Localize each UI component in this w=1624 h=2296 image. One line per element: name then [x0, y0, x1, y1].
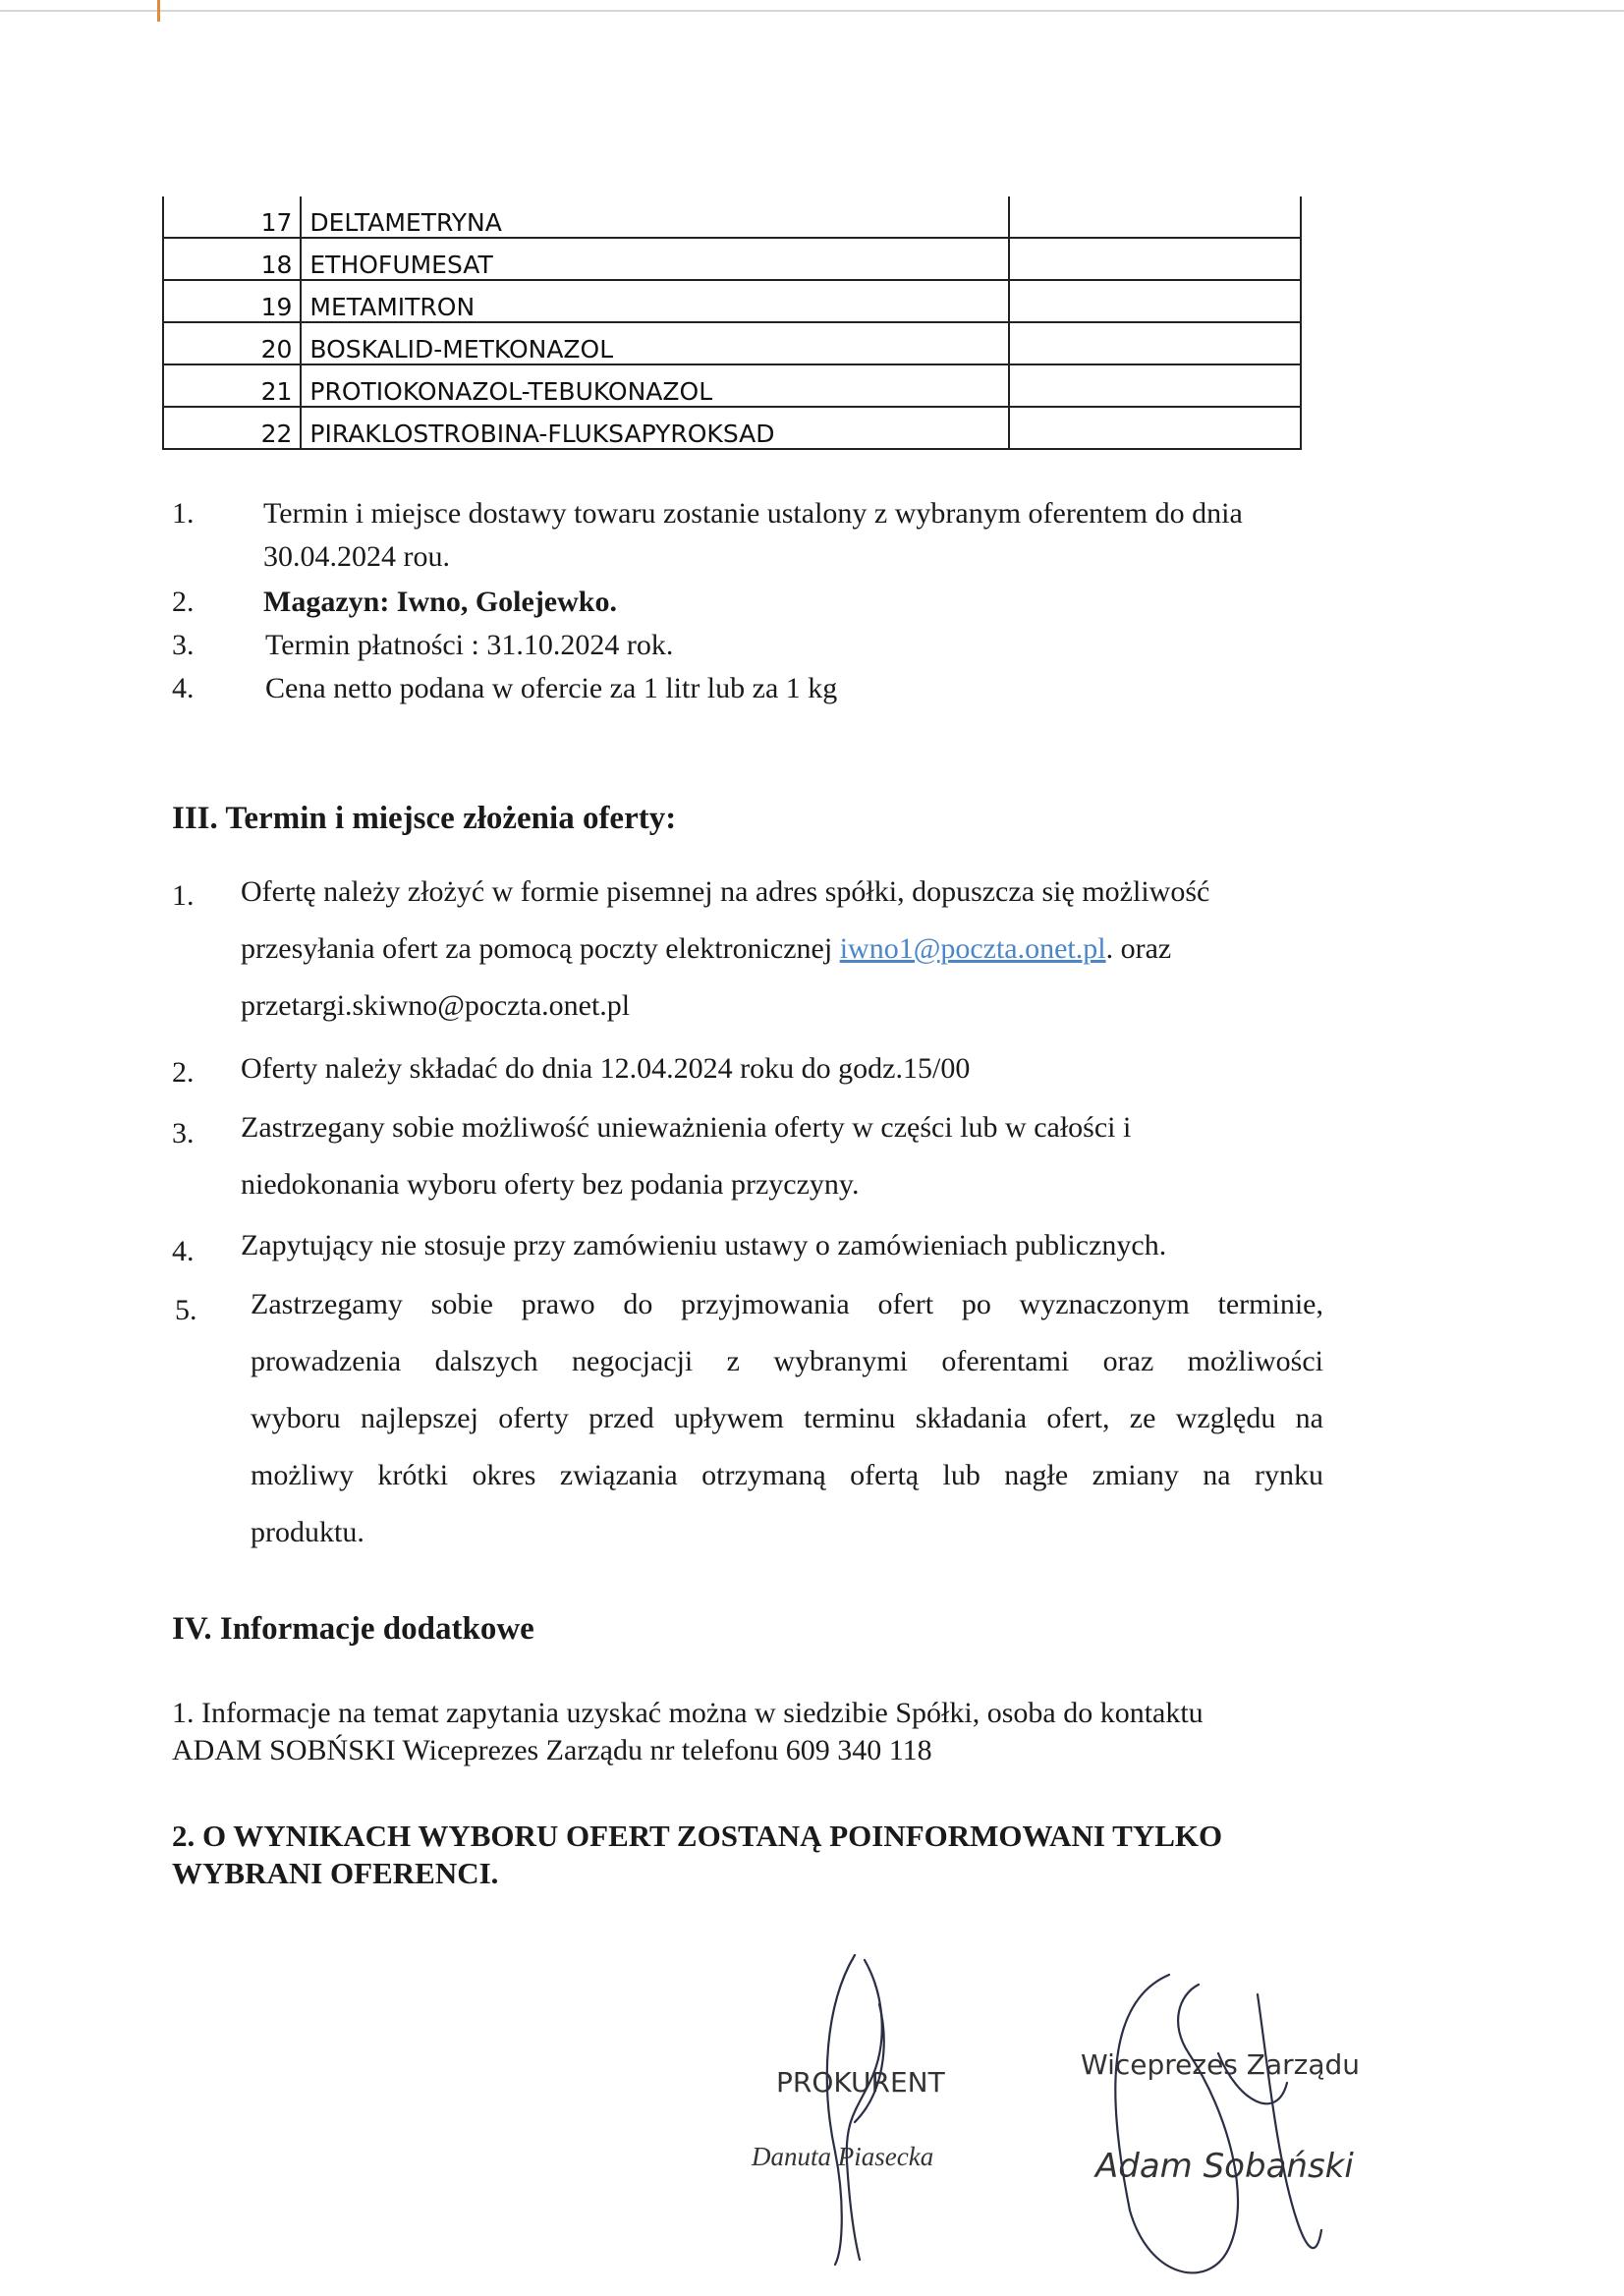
condition-text: Magazyn: Iwno, Golejewko. [263, 586, 617, 618]
condition-text: 30.04.2024 rou. [263, 540, 450, 573]
offer-terms-list [0, 874, 1624, 1582]
row-number: 22 [163, 407, 301, 449]
scan-edge-mark [157, 0, 160, 22]
terms-text: przetargi.skiwno@poczta.onet.pl [241, 989, 631, 1022]
terms-text: prowadzenia dalszych negocjacji z wybranymi oferentami oraz możliwości [251, 1345, 1323, 1377]
price-cell [1009, 322, 1301, 364]
price-cell [1009, 280, 1301, 322]
notice-line: WYBRANI OFERENCI. [172, 1855, 499, 1890]
terms-number: 5. [175, 1294, 197, 1326]
condition-item [0, 671, 1624, 714]
condition-text: Termin i miejsce dostawy towaru zostanie ustalony z wybranym oferentem do dnia [263, 497, 1243, 530]
table-row [163, 196, 1301, 238]
table-row [163, 238, 1301, 280]
signature-title-left: PROKURENT [776, 2066, 945, 2099]
product-table [162, 196, 1302, 450]
terms-text-line [241, 931, 1171, 967]
table-row [163, 364, 1301, 407]
section-heading: III. Termin i miejsce złożenia oferty: [172, 801, 677, 836]
terms-text: Zastrzegany sobie możliwość unieważnienia oferty w części lub w całości i [241, 1111, 1132, 1144]
signature-name-left: Danuta Piasecka [752, 2142, 934, 2171]
condition-item [0, 496, 1624, 585]
product-name: PIRAKLOSTROBINA-FLUKSAPYROKSAD [301, 407, 1008, 449]
signature-title-right: Wiceprezes Zarządu [1081, 2048, 1361, 2081]
table-row [163, 280, 1301, 322]
terms-text: Ofertę należy złożyć w formie pisemnej na adres spółki, dopuszcza się możliwość [241, 875, 1210, 908]
terms-number: 3. [172, 1117, 195, 1149]
terms-item [0, 1110, 1624, 1228]
price-cell [1009, 238, 1301, 280]
terms-number: 1. [172, 879, 195, 912]
price-cell [1009, 407, 1301, 449]
terms-number: 4. [172, 1235, 195, 1267]
condition-item [0, 628, 1624, 671]
signature-name-right: Adam Sobański [1095, 2147, 1354, 2186]
condition-text: Termin płatności : 31.10.2024 rok. [265, 629, 674, 661]
row-number: 17 [163, 196, 301, 238]
product-name: ETHOFUMESAT [301, 238, 1008, 280]
signature-right-scribble [1115, 1975, 1321, 2272]
signature-left-scribble [827, 1955, 884, 2265]
table-row [163, 407, 1301, 449]
terms-text: przesyłania ofert za pomocą poczty elektronicznej [241, 932, 840, 965]
terms-item [0, 1228, 1624, 1287]
contact-paragraph [172, 1695, 1204, 1768]
results-notice [172, 1818, 1222, 1892]
scan-edge-line [0, 10, 1624, 12]
product-name: PROTIOKONAZOL-TEBUKONAZOL [301, 364, 1008, 407]
terms-text: Zapytujący nie stosuje przy zamówieniu ustawy o zamówieniach publicznych. [241, 1229, 1167, 1261]
row-number: 21 [163, 364, 301, 407]
terms-item [0, 874, 1624, 1051]
price-cell [1009, 364, 1301, 407]
row-number: 20 [163, 322, 301, 364]
row-number: 18 [163, 238, 301, 280]
product-name: BOSKALID-METKONAZOL [301, 322, 1008, 364]
terms-text: niedokonania wyboru oferty bez podania przyczyny. [241, 1168, 860, 1201]
conditions-list [0, 496, 1624, 714]
notice-line: 2. O WYNIKACH WYBORU OFERT ZOSTANĄ POINFORMOWANI TYLKO [172, 1819, 1223, 1853]
condition-number: 2. [172, 586, 195, 618]
terms-item [0, 1051, 1624, 1110]
product-name: METAMITRON [301, 280, 1008, 322]
terms-text: możliwy krótki okres związania otrzymaną ofertą lub nagłe zmiany na rynku [251, 1459, 1323, 1491]
row-number: 19 [163, 280, 301, 322]
condition-text: Cena netto podana w ofercie za 1 litr lub za 1 kg [265, 672, 838, 704]
price-cell [1009, 196, 1301, 238]
terms-text: wyboru najlepszej oferty przed upływem terminu składania ofert, ze względu na [251, 1402, 1323, 1434]
condition-number: 1. [172, 497, 195, 530]
contact-line: 1. Informacje na temat zapytania uzyskać można w siedzibie Spółki, osoba do kontaktu [172, 1697, 1204, 1729]
terms-text: . oraz [1105, 932, 1172, 965]
email-link[interactable]: iwno1@poczta.onet.pl [839, 932, 1106, 965]
terms-text: Zastrzegamy sobie prawo do przyjmowania ofert po wyznaczonym terminie, [251, 1288, 1323, 1320]
contact-line: ADAM SOBŃSKI Wiceprezes Zarządu nr telefonu 609 340 118 [172, 1733, 932, 1766]
table-row [163, 322, 1301, 364]
terms-text: Oferty należy składać do dnia 12.04.2024 roku do godz.15/00 [241, 1052, 971, 1085]
section-heading: IV. Informacje dodatkowe [172, 1611, 534, 1647]
terms-text: produktu. [251, 1516, 364, 1548]
condition-number: 3. [172, 629, 195, 661]
terms-number: 2. [172, 1056, 195, 1089]
condition-number: 4. [172, 672, 195, 704]
product-name: DELTAMETRYNA [301, 196, 1008, 238]
terms-item [0, 1287, 1624, 1582]
condition-item [0, 585, 1624, 628]
